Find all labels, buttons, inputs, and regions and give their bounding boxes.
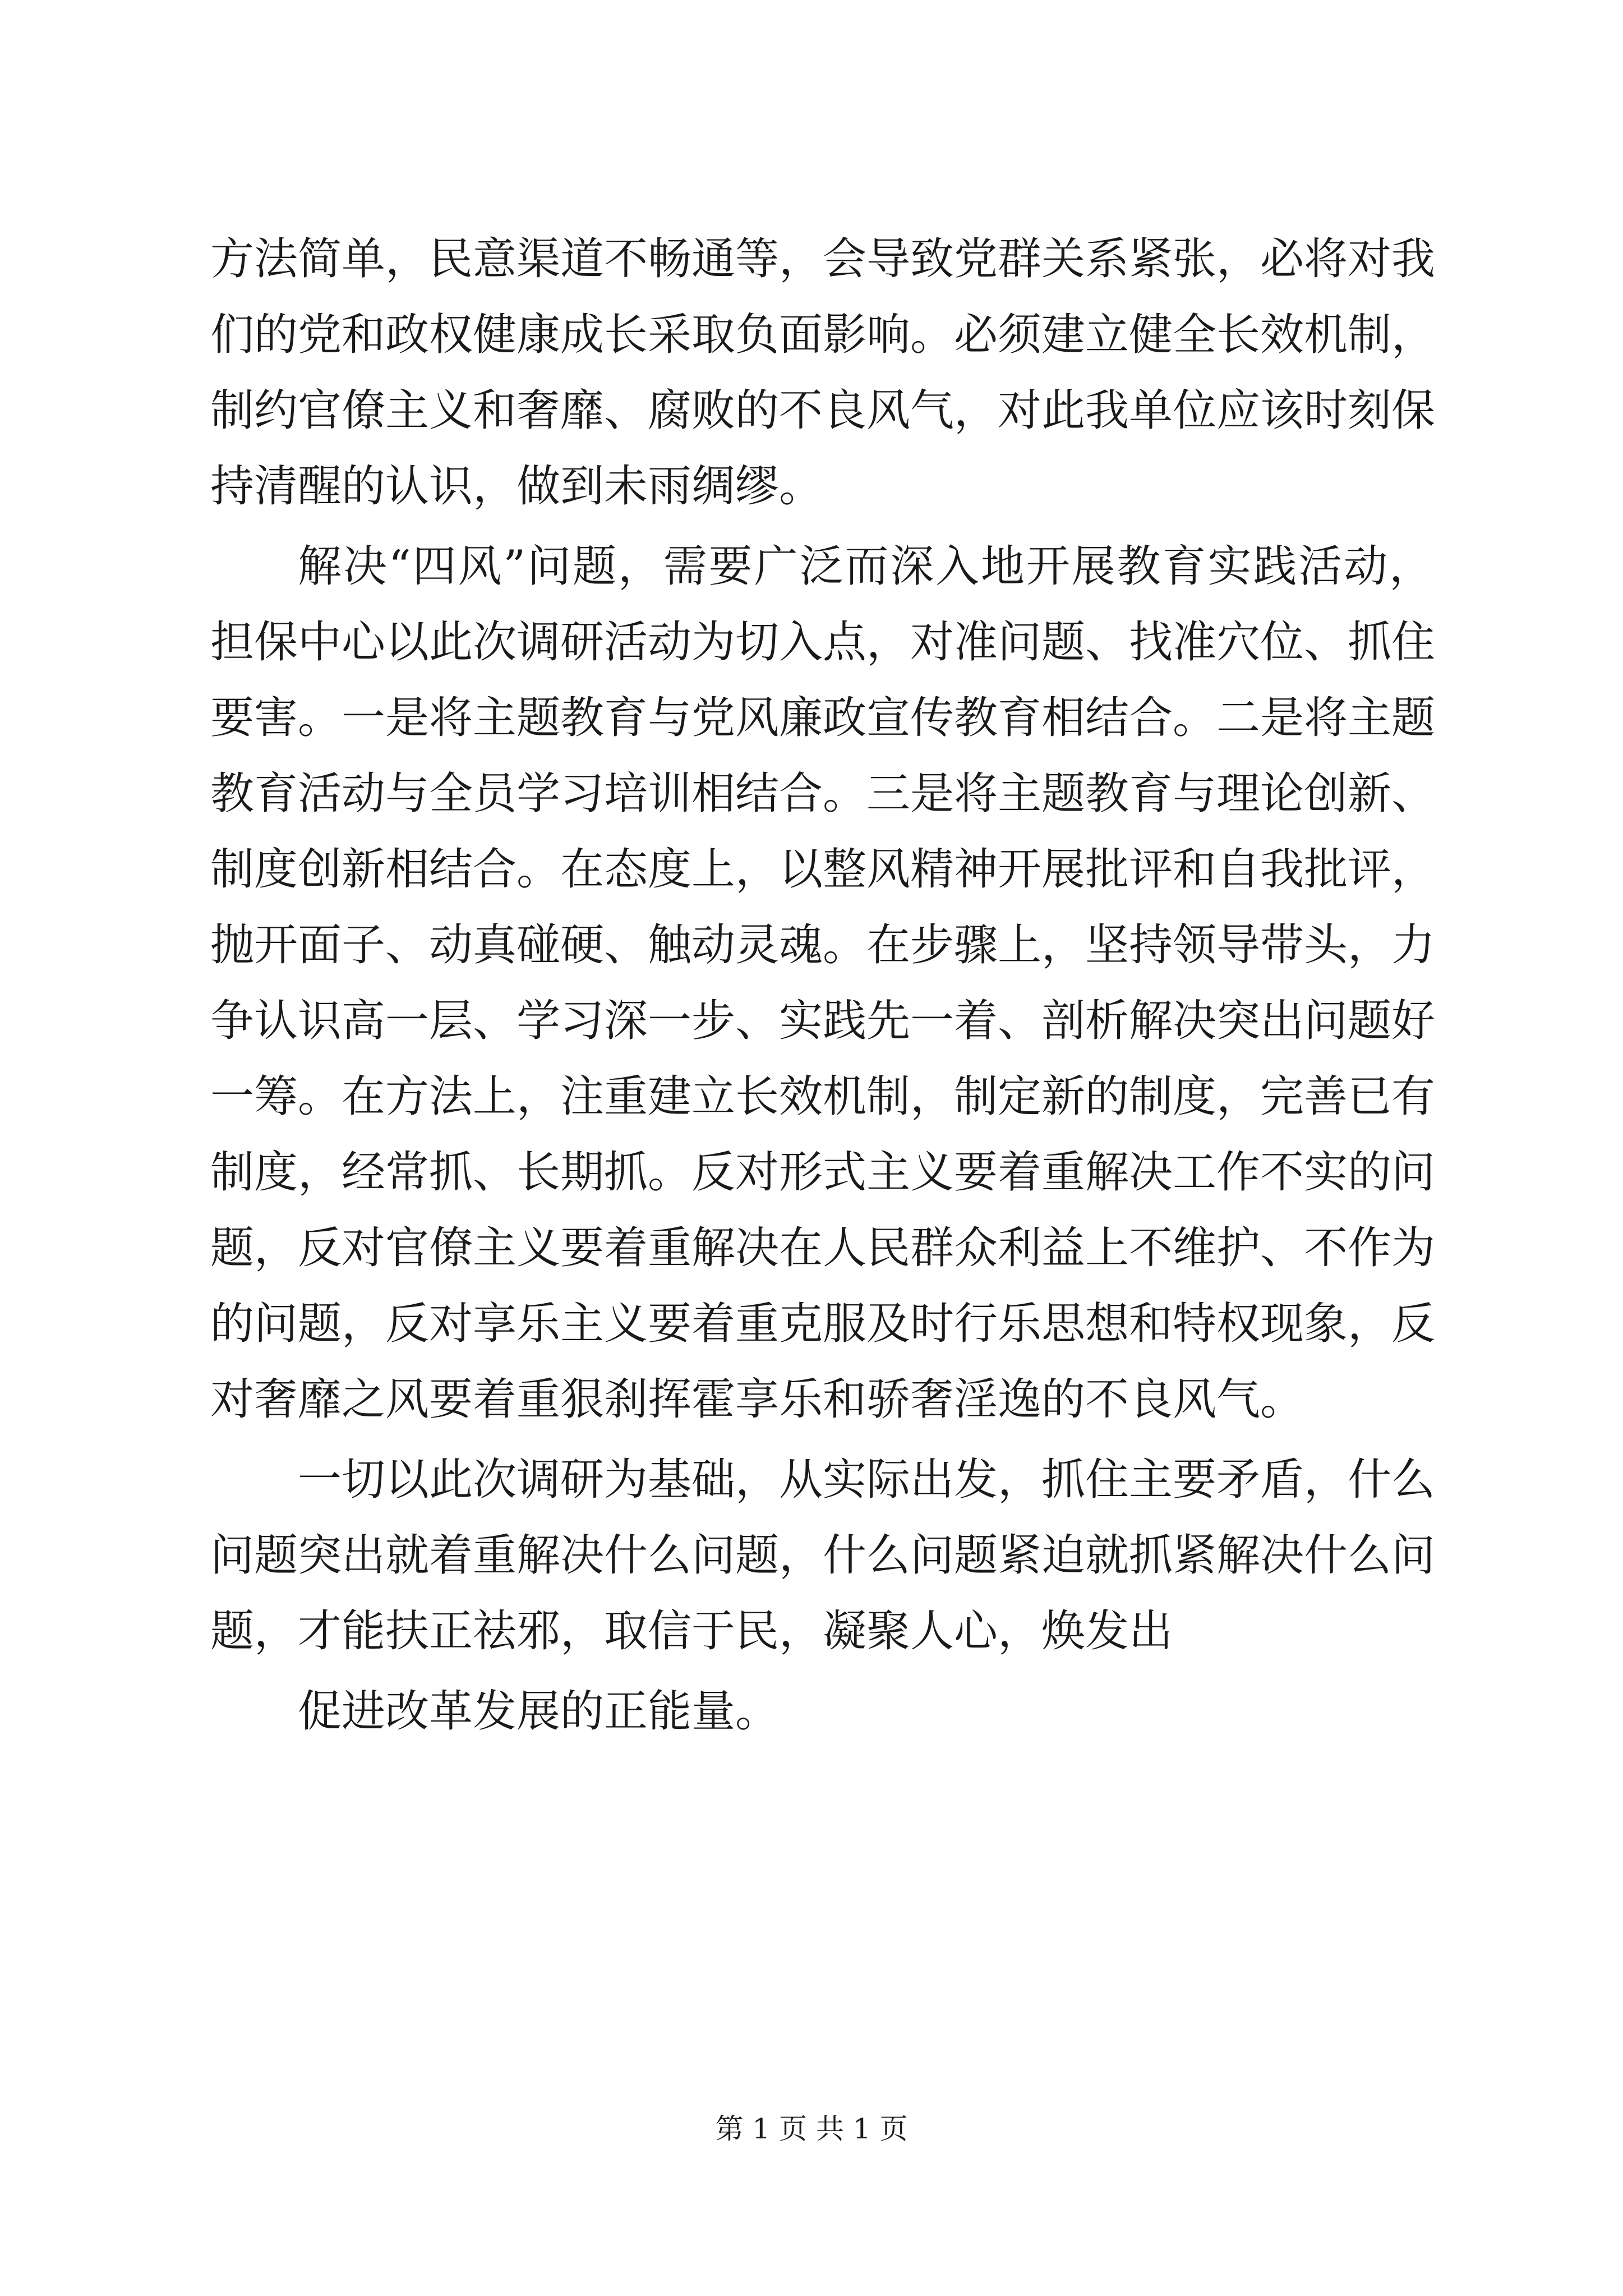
paragraph [210, 222, 1436, 524]
text-line: 制度创新相结合。在态度上，以整风精神开展批评和自我批评， [210, 844, 1436, 895]
text-line: 题，反对官僚主义要着重解决在人民群众利益上不维护、不作为 [210, 1223, 1436, 1273]
paragraph [210, 529, 1436, 1438]
text-line: 方法简单，民意渠道不畅通等，会导致党群关系紧张，必将对我 [210, 234, 1436, 284]
page-number-footer: 第 1 页 共 1 页 [715, 2113, 908, 2145]
text-line: 争认识高一层、学习深一步、实践先一着、剖析解决突出问题好 [210, 996, 1436, 1046]
text-line: 一筹。在方法上，注重建立长效机制，制定新的制度，完善已有 [210, 1071, 1436, 1122]
text-line: 题，才能扶正祛邪，取信于民，凝聚人心，焕发出 [210, 1606, 1173, 1657]
text-line: 们的党和政权健康成长采取负面影响。必须建立健全长效机制， [210, 310, 1436, 360]
text-line: 教育活动与全员学习培训相结合。三是将主题教育与理论创新、 [210, 769, 1436, 819]
text-line: 制度，经常抓、长期抓。反对形式主义要着重解决工作不实的问 [210, 1147, 1436, 1198]
text-line: 持清醒的认识，做到未雨绸缪。 [210, 461, 823, 512]
paragraph [210, 1674, 1433, 1750]
text-line: 解决“四风”问题，需要广泛而深入地开展教育实践活动， [298, 541, 1433, 592]
text-line: 的问题，反对享乐主义要着重克服及时行乐思想和特权现象，反 [210, 1299, 1436, 1349]
text-line: 一切以此次调研为基础，从实际出发，抓住主要矛盾，什么 [298, 1455, 1436, 1505]
text-line: 担保中心以此次调研活动为切入点，对准问题、找准穴位、抓住 [210, 617, 1436, 668]
text-line: 促进改革发展的正能量。 [298, 1686, 780, 1737]
paragraph [210, 1442, 1436, 1669]
text-line: 对奢靡之风要着重狠刹挥霍享乐和骄奢淫逸的不良风气。 [210, 1374, 1304, 1425]
text-line: 制约官僚主义和奢靡、腐败的不良风气，对此我单位应该时刻保 [210, 385, 1436, 436]
document-body [210, 222, 1436, 1750]
text-line: 问题突出就着重解决什么问题，什么问题紧迫就抓紧解决什么问 [210, 1530, 1436, 1581]
text-line: 要害。一是将主题教育与党风廉政宣传教育相结合。二是将主题 [210, 693, 1436, 743]
text-line: 抛开面子、动真碰硬、触动灵魂。在步骤上，坚持领导带头，力 [210, 920, 1436, 970]
